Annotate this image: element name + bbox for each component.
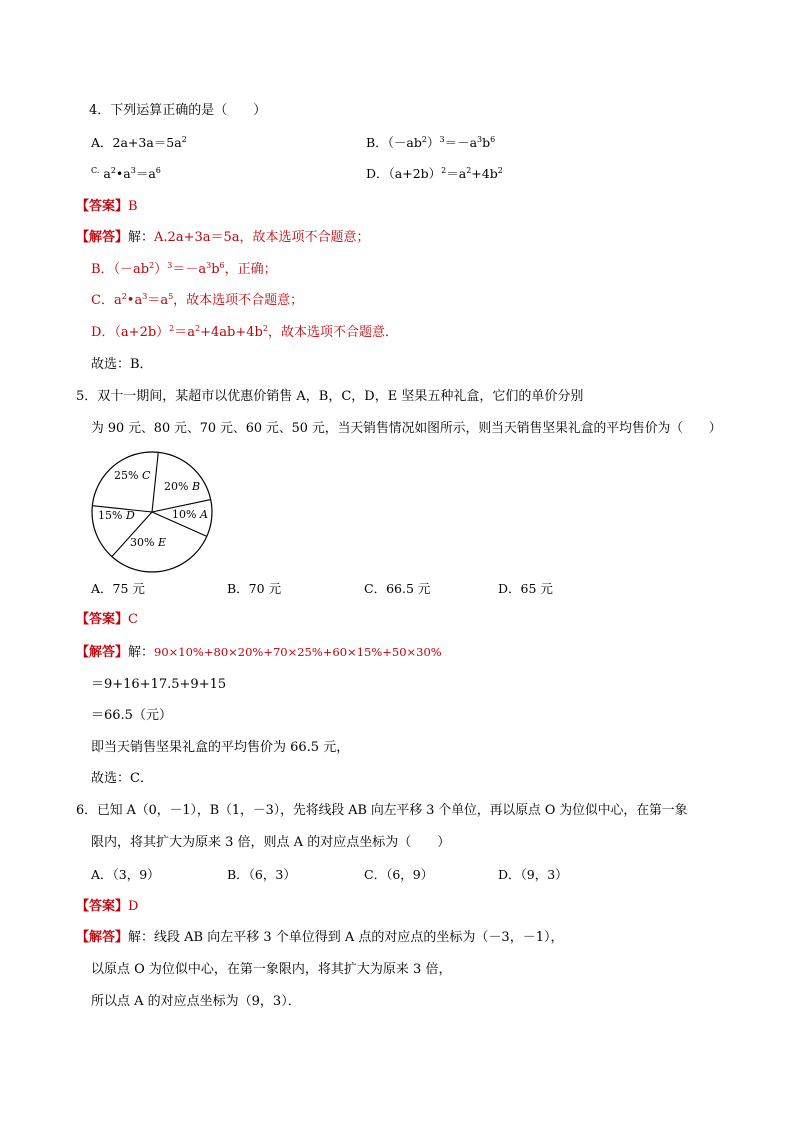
q4-option-a: A．$2a+3a=5a^2$ bbox=[91, 135, 187, 150]
q6-solution-line-1: 【解答】解：线段 AB 向左平移 3 个单位得到 A 点的对应点的坐标为（－3，－1）， bbox=[76, 930, 564, 945]
answer-label: 【答案】 bbox=[76, 199, 129, 214]
q6-option-d: D．（9，3） bbox=[498, 867, 568, 882]
pie-slice-boundary-b bbox=[152, 452, 158, 512]
q5-stem-line-2: 为 90 元、80 元、70 元、60 元、50 元，当天销售情况如图所示，则当天销售坚果礼盒的平均售价为（ ） bbox=[91, 421, 722, 436]
q6-stem-line-1: 6．已知 A（0，－1），B（1，－3），先将线段 AB 向左平移 3 个单位，再以原点 O 为位似中心，在第一象 bbox=[76, 803, 688, 818]
q4-option-c: $^{C.}$ $a^2•a^3=a^6$ bbox=[91, 166, 161, 181]
q4-answer bbox=[76, 198, 138, 216]
q6-option-a: A．（3，9） bbox=[91, 867, 160, 882]
slice-label-a: 10% A bbox=[172, 508, 208, 521]
slice-label-d: 15% D bbox=[98, 509, 135, 522]
answer-value: B bbox=[128, 199, 138, 214]
q6-option-b: B．（6，3） bbox=[227, 867, 296, 882]
q4-solution-line-4: D．$(a+2b)^2=a^2+4ab+4b^2$，故本选项不合题意． bbox=[91, 324, 398, 340]
q6-answer: 【答案】D bbox=[76, 899, 139, 914]
q4-conclusion: 故选：B． bbox=[91, 357, 153, 372]
q5-option-d: D．65 元 bbox=[498, 581, 553, 596]
q5-solution-line-2: ＝9+16+17.5+9+15 bbox=[91, 677, 227, 692]
q6-solution-line-2: 以原点 O 为位似中心，在第一象限内，将其扩大为原来 3 倍， bbox=[91, 962, 452, 977]
q5-solution-line-1: 【解答】解：90×10%+80×20%+70×25%+60×15%+50×30% bbox=[76, 645, 442, 660]
q5-option-a: A．75 元 bbox=[91, 581, 145, 596]
slice-label-c: 25% C bbox=[114, 469, 151, 482]
q5-answer: 【答案】C bbox=[76, 612, 138, 627]
q5-option-b: B．70 元 bbox=[227, 581, 282, 596]
q4-solution-line-3: C．$a^2•a^3=a^5$，故本选项不合题意； bbox=[91, 292, 304, 308]
q4-option-d: D．$(a+2b)^2=a^2+4b^2$ bbox=[366, 166, 503, 181]
q5-conclusion: 故选：C． bbox=[91, 771, 153, 786]
pie-chart bbox=[74, 446, 234, 586]
q5-stem-line-1: 5．双十一期间，某超市以优惠价销售 A，B，C，D，E 坚果五种礼盒，它们的单价分别 bbox=[76, 389, 584, 404]
q6-stem-line-2: 限内，将其扩大为原来 3 倍，则点 A 的对应点坐标为（ ） bbox=[91, 835, 451, 850]
q5-solution-line-4: 即当天销售坚果礼盒的平均售价为 66.5 元， bbox=[91, 740, 350, 755]
slice-label-e: 30% E bbox=[130, 536, 166, 549]
q4-stem: 4．下列运算正确的是（ ） bbox=[89, 103, 267, 118]
q6-option-c: C．（6，9） bbox=[364, 867, 434, 882]
q5-solution-line-3: ＝66.5（元） bbox=[91, 708, 172, 723]
q4-option-b: B．$(-ab^2)^3=-a^3b^6$ bbox=[366, 135, 496, 150]
q5-option-c: C．66.5 元 bbox=[364, 581, 431, 596]
slice-label-b: 20% B bbox=[164, 480, 201, 493]
q6-solution-line-3: 所以点 A 的对应点坐标为（9，3）． bbox=[91, 994, 301, 1009]
q4-solution-line-2: B．$(-ab^2)^3=-a^3b^6$，正确； bbox=[91, 261, 277, 277]
q4-solution-line-1: 【解答】解：A.2a+3a＝5a，故本选项不合题意； bbox=[76, 230, 370, 245]
